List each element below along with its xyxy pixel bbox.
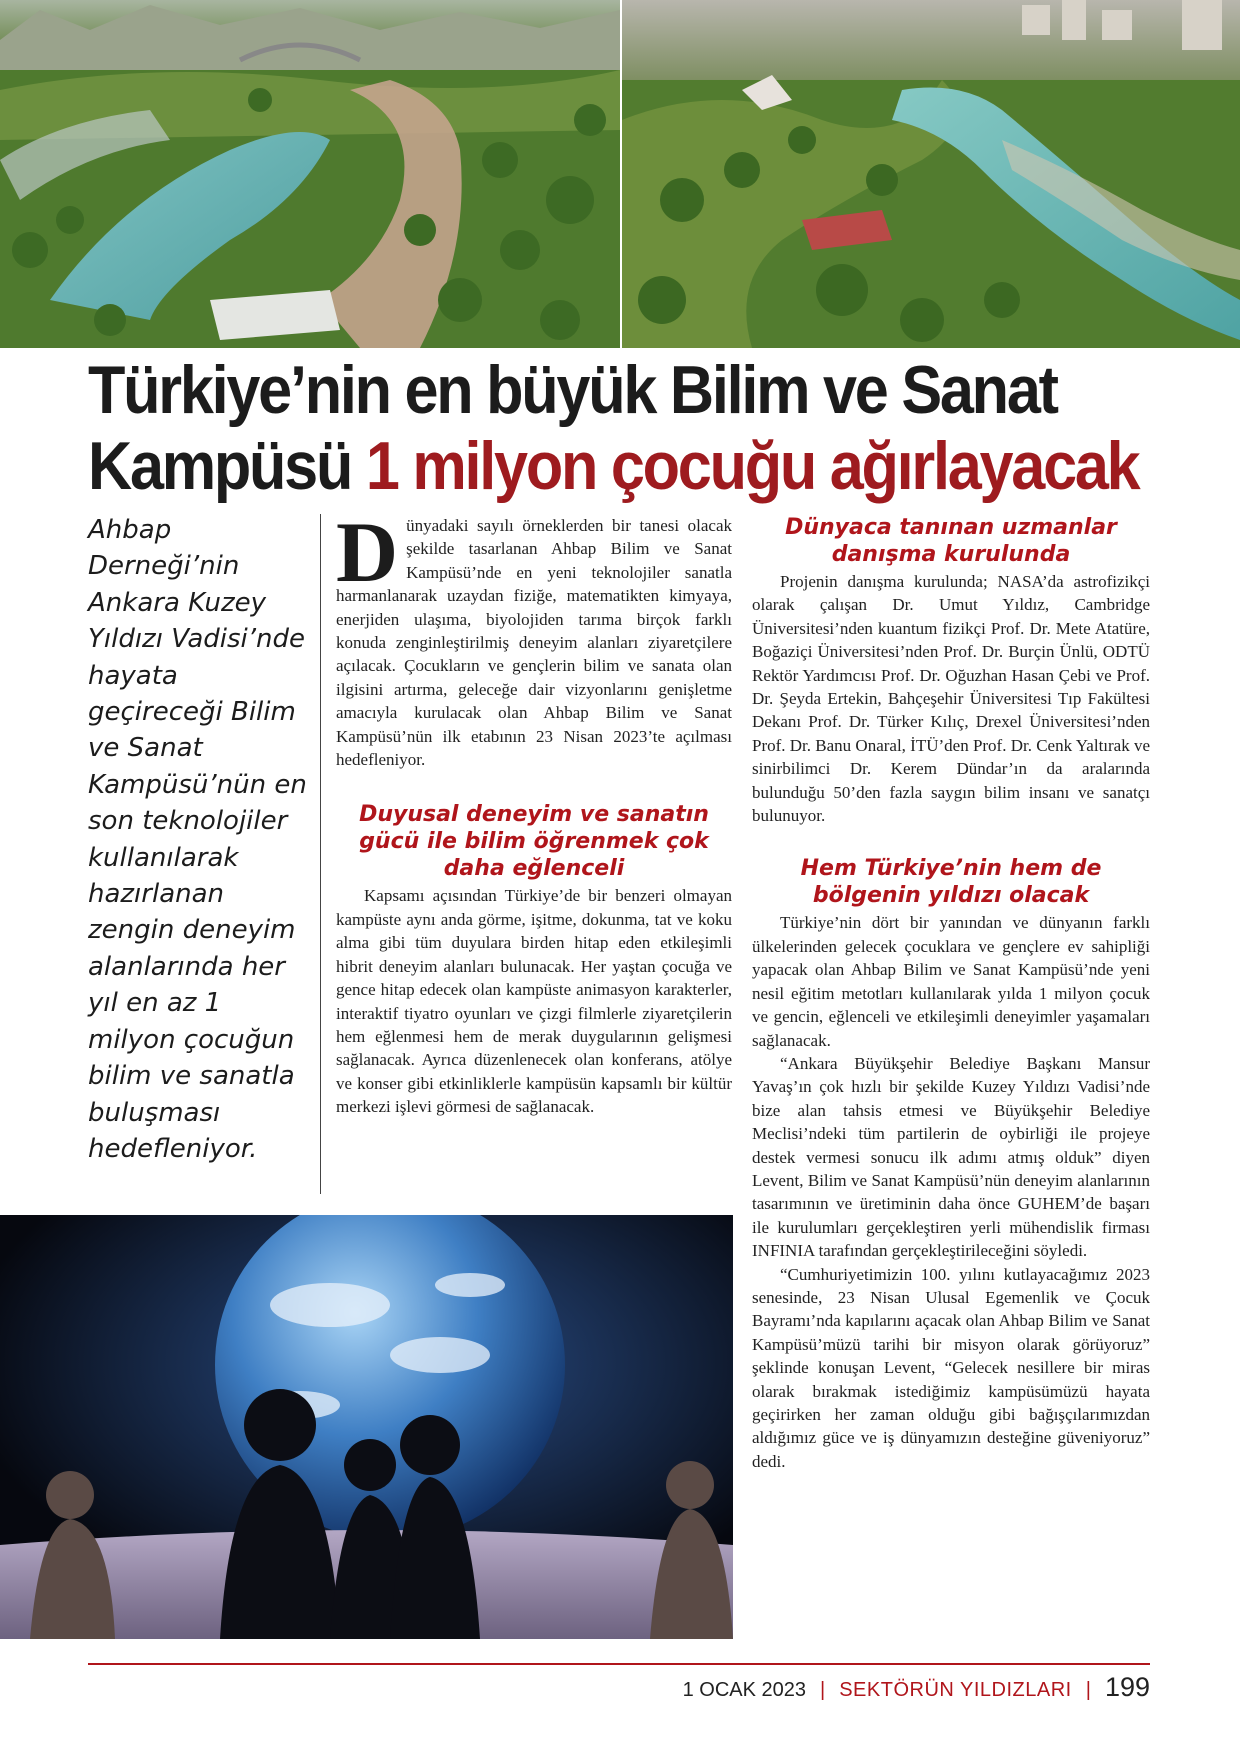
issue-date: 1 OCAK 2023 xyxy=(682,1679,806,1701)
headline-line-1: Türkiye’nin en büyük Bilim ve Sanat xyxy=(88,352,1057,428)
body-paragraph-5: “Ankara Büyükşehir Belediye Başkanı Mansur Yavaş’ın çok hızlı bir şekilde Kuzey Yıldızı Vadisi’nde bize alan tahsis etmesi ve Büyükşehir Belediye Meclisi’ndeki tüm partilerin de oybirliği ile projeye destek vermesi sonucu ilk adımı atmış olduk” diyen Levent, Bilim ve Sanat Kampüsü’nün deneyim alanlarının tasarımının ve üretiminin daha önce GUHEM’de başarı ile kurulumları gerçekleştiren yerli mühendislik firması INFINIA tarafından gerçekleştirileceğini söyledi. xyxy=(752,1053,1150,1261)
body-paragraph-1-text: ünyadaki sayılı örneklerden bir tanesi olacak şekilde tasarlanan Ahbap Bilim ve Sanat Kampüsü’nde en yeni teknolojiler sanatla harmanlanarak uzaydan fiziğe, matematikten kimyaya, enerjiden ulaşıma, biyolojiden tarıma birçok farklı konuda zenginleştirilmiş deneyim alanları ziyaretçilere açılacak. Çocukların ve gençlerin bilim ve sanata olan ilgisini artırma, geleceğe dair vizyonlarını genişletme amacıyla kurulacak olan Ahbap Bilim ve Sanat Kampüsü’nün ilk etabının 23 Nisan 2023’te açılması hedefleniyor. xyxy=(336,516,732,770)
aerial-photo-right xyxy=(622,0,1240,348)
body-paragraph-3: Projenin danışma kurulunda; NASA’da astrofizikçi olarak çalışan Dr. Umut Yıldız, Cambridge Üniversitesi’nden kuantum fizikçi Prof. Dr. Mete Atatüre, Boğaziçi Üniversitesi’nden Prof. Dr. Burçin Ünlü, ODTÜ Rektör Yardımcısı Prof. Dr. Oğuzhan Hasan Çebi ve Prof. Dr. Şeyda Ertekin, Bahçeşehir Üniversitesi Tıp Fakültesi Dekanı Prof. Dr. Türker Kılıç, Drexel Üniversitesi’nden Prof. Dr. Banu Onaral, İTÜ’den Prof. Dr. Cenk Yaltırak ve sinirbilimci Dr. Kerem Dündar’ın da aralarında bulunduğu 50’den fazla saygın bilim insanı ve sanatçı bulunuyor. xyxy=(752,572,1151,826)
headline-line-2-black: Kampüsü xyxy=(88,428,366,504)
headline-line-2-red: 1 milyon çocuğu ağırlayacak xyxy=(365,428,1139,504)
body-paragraph-4: Türkiye’nin dört bir yanından ve dünyanın farklı ülkelerinden gelecek çocuklara ve gençlere ev sahipliği yapacak olan Ahbap Bilim ve Sanat Kampüsü’nde yeni nesil eğitim metotları kullanılarak yılda 1 milyon çocuk ve gencin, eğlenceli ve etkileşimli deneyimler yaşamaları sağlanacak. xyxy=(752,913,1150,1050)
body-paragraph-6: “Cumhuriyetimizin 100. yılını kutlayacağımız 2023 senesinde, 23 Nisan Ulusal Egemenlik ve Çocuk Bayramı’nda kapılarını açacak olan Ahbap Bilim ve Sanat Kampüsü’müzü tarihi bir misyon olarak görüyoruz” şeklinde konuşan Levent, “Gelecek nesillere bir miras olarak bırakmak istediğimiz kampüsümüzü hayata geçirirken her zaman olduğu gibi bağışçılarımızdan aldığımız güce ve iş dünyamızın desteğine güveniyoruz” dedi. xyxy=(752,1264,1150,1471)
footer-separator-1: | xyxy=(820,1679,826,1701)
article-headline xyxy=(88,352,1139,504)
subheading-sensory: Duyusal deneyim ve sanatın gücü ile bilim öğrenmek çok daha eğlenceli xyxy=(359,802,709,882)
aerial-photo-left xyxy=(0,0,620,348)
article-lead: Ahbap Derneği’nin Ankara Kuzey Yıldızı Vadisi’nde hayata geçireceği Bilim ve Sanat Kampüsü’nün en son teknolojiler kullanılarak hazırlanan zengin deneyim alanlarında her yıl en az 1 milyon çocuğun bilim ve sanatla buluşması hedefleniyor. xyxy=(88,515,307,1164)
right-column xyxy=(752,514,1150,1473)
earth-projection-photo xyxy=(0,1215,733,1639)
subheading-advisory: Dünyaca tanınan uzmanlar danışma kurulunda xyxy=(785,515,1117,567)
page-number: 199 xyxy=(1104,1672,1150,1702)
drop-cap: D xyxy=(336,504,399,600)
footer-rule xyxy=(88,1663,1150,1665)
page-footer xyxy=(683,1672,1150,1703)
subheading-star: Hem Türkiye’nin hem de bölgenin yıldızı olacak xyxy=(800,856,1102,909)
magazine-name: SEKTÖRÜN YILDIZLARI xyxy=(839,1679,1072,1701)
footer-separator-2: | xyxy=(1085,1679,1091,1701)
middle-column xyxy=(336,504,732,1119)
body-paragraph-1 xyxy=(336,504,732,771)
body-paragraph-2: Kapsamı açısından Türkiye’de bir benzeri olmayan kampüste aynı anda görme, işitme, dokunma, tat ve koku alma gibi tüm duyulara birden hitap eden etkileşimli hibrit deneyim alanları bulunacak. Her yaştan çocuğa ve gence hitap edecek olan kampüste animasyon karakterler, interaktif tiyatro oyunları ve çizgi filmlerle ziyaretçilerin hem eğlenmesi hem de merak duygularının gelişmesi sağlanacak. Ayrıca düzenlenecek olan konferans, atölye ve konser gibi etkinliklerle kampüsün kapsamlı bir kültür merkezi işlevi görmesi de sağlanacak. xyxy=(336,886,732,1117)
column-divider xyxy=(320,514,321,1194)
